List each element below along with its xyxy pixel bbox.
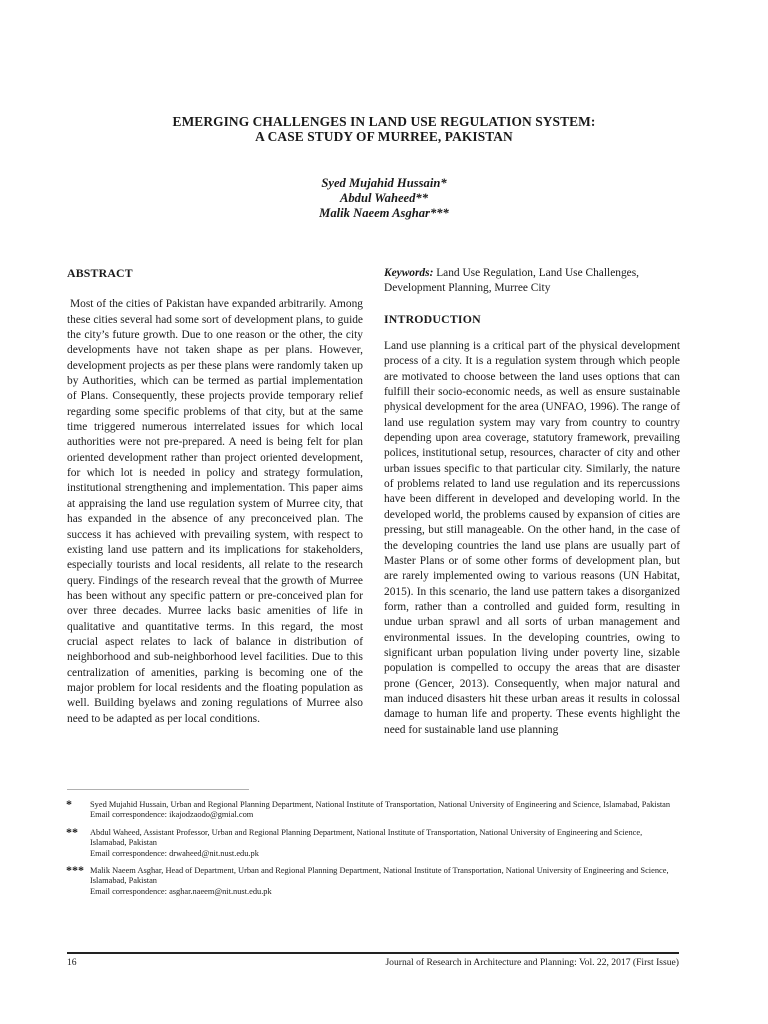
footnote-affiliation: Malik Naeem Asghar, Head of Department, Urban and Regional Planning Department, National Institute of Transportation, National University of Engineering and Science, Islamabad, Pakistan (90, 866, 669, 886)
abstract-heading: ABSTRACT (67, 266, 133, 280)
title-line-1: EMERGING CHALLENGES IN LAND USE REGULATION SYSTEM: (172, 114, 596, 129)
introduction-text: Land use planning is a critical part of the physical development process of a city. It is a regulation system through which people are motivated to choose between the land uses options that can fulfill their socio-economic needs, as well as ensure sustainable physical development for the area (UNFAO, 1996). The range of land use regulation system may vary from country to country depending upon area coverage, statutory framework, prevailing polices, institutional setup, resources, character of city and other urban issues specific to that particular city. Similarly, the nature of problems related to land use regulation and its repercussions have been different in developed and developing world. In the developed world, the problems caused by expansion of cities are pressing, but still manageable. On the other hand, in the case of the developing countries the land use plans are usually part of Master Plans or of some other forms of development plan, but are rarely implemented owing to various reasons (UN Habitat, 2015). In this scenario, the land use pattern takes a disorganized form, rather than a controlled and guided form, resulting in undue urban sprawl and all sorts of urban management and environmental issues. In the developing countries, owing to significant urban population living under poverty line, sizable population is compelled to occupy the areas that are disaster prone (Gencer, 2013). Consequently, when major natural and man induced disasters hit these urban areas it results in colossal damage to human life and property. These events highlight the need for sustainable land use planning (384, 340, 680, 736)
footnote-email: Email correspondence: ikajodzaodo@gmial.com (90, 810, 254, 820)
page-number: 16 (67, 957, 77, 968)
footnote-2 (66, 824, 678, 859)
footnote-mark: * (66, 797, 72, 811)
footnote-mark: *** (66, 863, 84, 878)
abstract-text: Most of the cities of Pakistan have expanded arbitrarily. Among these cities several had some sort of development plans, to guide the city’s future growth. Due to one reason or the other, the city developments have not taken shape as per plans. However, development projects as per these plans were randomly taken up by Authorities, which can be termed as partial implementation of Plans. Consequently, these projects provide temporary relief regarding some specific problems of that city, but at the same time triggered numerous interrelated issues for which local authorities were not pre-prepared. A need is being felt for plan oriented development rather than project oriented development, for which lot is needed in policy and strategy formulation, institutional strengthening and implementation. This paper aims at appraising the land use regulation system of Murree city, that has expanded in the absence of any preconceived plan. The success it has achieved with prevailing system, with respect to existing land use pattern and its implications for stakeholders, especially tourists and local residents, all relate to the research query. Findings of the research reveal that the growth of Murree has been without any specific pattern or pre-conceived plan for over three decades. Murree lacks basic amenities of life in qualitative and quantitative terms. In this regard, the most crucial aspect relates to lack of balance in distribution of neighborhood and sub-neighborhood level facilities. Due to this centralization of amenities, parking is becoming one of the major problem for local residents and the floating population as well. Building byelaws and zoning regulations of Murree also need to be adapted as per local conditions. (67, 298, 363, 725)
footnote-affiliation: Abdul Waheed, Assistant Professor, Urban and Regional Planning Department, National Institute of Transportation, National University of Engineering and Science, Islamabad, Pakistan (90, 827, 643, 848)
keywords (384, 266, 680, 297)
paper-title (60, 114, 708, 144)
left-column (67, 266, 363, 727)
author-2: Abdul Waheed** (339, 191, 429, 205)
author-3: Malik Naeem Asghar*** (319, 206, 449, 220)
footnote-affiliation: Syed Mujahid Hussain, Urban and Regional Planning Department, National Institute of Transportation, National University of Engineering and Science, Islamabad, Pakistan (90, 800, 671, 809)
footnote-email: Email correspondence: asghar.naeem@nit.nust.edu.pk (90, 886, 272, 896)
footnotes (66, 797, 678, 904)
keywords-text: Land Use Regulation, Land Use Challenges, Development Planning, Murree City (384, 267, 639, 295)
title-line-2: A CASE STUDY OF MURREE, PAKISTAN (255, 129, 513, 144)
journal-citation: Journal of Research in Architecture and Planning: Vol. 22, 2017 (First Issue) (385, 957, 679, 968)
footnote-3 (66, 863, 678, 897)
keywords-label: Keywords: (384, 267, 434, 279)
author-list (60, 176, 708, 221)
introduction-heading: INTRODUCTION (384, 311, 481, 326)
footer-rule (67, 952, 679, 954)
footnote-email: Email correspondence: drwaheed@nit.nust.edu.pk (90, 848, 259, 858)
footnote-mark: ** (66, 824, 78, 839)
author-1: Syed Mujahid Hussain* (321, 176, 447, 190)
right-column (384, 266, 680, 738)
footnote-1 (66, 797, 678, 821)
footnote-divider (67, 789, 249, 790)
